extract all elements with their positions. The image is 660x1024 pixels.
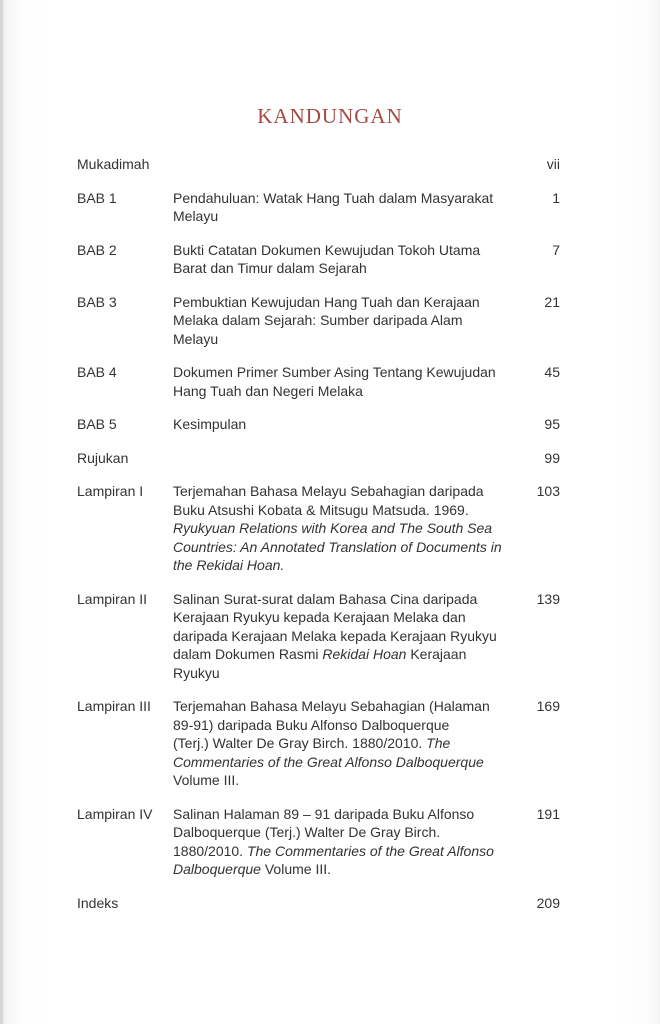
- description-text: Melayu: [173, 330, 219, 347]
- toc-entry: [77, 189, 560, 226]
- toc-entry-page-number: 209: [536, 894, 560, 911]
- description-line: [173, 207, 513, 226]
- description-line: [173, 590, 513, 609]
- description-italic-title: Dalboquerque: [173, 861, 261, 877]
- description-text: Ryukyu: [173, 664, 220, 681]
- description-line: [173, 627, 513, 646]
- toc-entry: [77, 293, 560, 349]
- toc-entry-label: Lampiran II: [77, 590, 148, 607]
- description-line: [173, 771, 513, 790]
- description-line: [173, 716, 513, 735]
- toc-entry-description: [173, 293, 513, 349]
- toc-entry-page-number: 95: [544, 416, 560, 432]
- toc-entry-label: Mukadimah: [77, 156, 150, 172]
- toc-entry: [77, 697, 560, 790]
- toc-entry-description: [173, 241, 513, 278]
- toc-entry: [77, 590, 560, 683]
- description-text: Barat dan Timur dalam Sejarah: [173, 260, 367, 276]
- toc-entry: [77, 415, 560, 434]
- description-line: [173, 501, 513, 520]
- description-italic-title: Ryukyuan Relations with Korea and The South Sea: [173, 520, 493, 536]
- description-italic-title: The: [426, 735, 451, 751]
- description-text: Buku Atsushi Kobata & Mitsugu Matsuda. 1969.: [173, 501, 469, 518]
- description-line: [173, 538, 513, 557]
- description-text: Melayu: [173, 208, 219, 224]
- description-italic-title: the Rekidai Hoan.: [173, 557, 285, 573]
- description-line: [173, 697, 513, 716]
- toc-entry-page-number: 99: [544, 449, 560, 466]
- description-text: Volume III.: [260, 861, 332, 877]
- description-line: [173, 482, 513, 501]
- toc-entry-label: BAB 3: [77, 293, 117, 310]
- toc-entry: [77, 241, 560, 278]
- toc-entry-label: Rujukan: [77, 449, 129, 466]
- description-text: Kerajaan Ryukyu kepada Kerajaan Melaka dan: [173, 609, 466, 625]
- description-line: [173, 608, 513, 627]
- toc-entry: [77, 449, 560, 468]
- description-text: dalam Dokumen Rasmi: [173, 646, 323, 662]
- description-line: [173, 382, 513, 401]
- page-spine-shadow: [0, 0, 3, 1024]
- description-text: Kesimpulan: [173, 416, 247, 432]
- description-line: [173, 842, 513, 861]
- description-line: [173, 645, 513, 664]
- description-text: (Terj.) Walter De Gray Birch. 1880/2010.: [173, 735, 427, 751]
- description-line: [173, 734, 513, 753]
- description-line: [173, 860, 513, 879]
- toc-entry-page-number: 191: [536, 805, 560, 822]
- description-line: [173, 311, 513, 330]
- toc-entry-label: BAB 1: [77, 189, 117, 206]
- description-line: [173, 293, 513, 312]
- toc-entry-label: Lampiran III: [77, 698, 151, 714]
- toc-entry-description: [173, 415, 513, 434]
- toc-entry-description: [173, 363, 513, 400]
- description-text: Kerajaan: [406, 646, 467, 662]
- page-title: KANDUNGAN: [257, 104, 403, 128]
- toc-entry-page-number: 103: [536, 483, 560, 499]
- description-text: Pendahuluan: Watak Hang Tuah dalam Masyarakat: [173, 189, 494, 206]
- toc-entry: [77, 894, 560, 913]
- description-line: [173, 556, 513, 575]
- description-text: Bukti Catatan Dokumen Kewujudan Tokoh Utama: [173, 241, 481, 258]
- description-text: Terjemahan Bahasa Melayu Sebahagian daripada: [173, 483, 484, 499]
- toc-entry-page-number: 7: [552, 241, 560, 258]
- toc-entry-description: [173, 590, 513, 683]
- description-italic-title: Countries: An Annotated Translation of Documents in: [173, 538, 502, 555]
- description-text: Pembuktian Kewujudan Hang Tuah dan Kerajaan: [173, 293, 480, 310]
- toc-entry-label: BAB 2: [77, 241, 117, 258]
- description-text: Volume III.: [173, 772, 240, 788]
- description-text: Hang Tuah dan Negeri Melaka: [173, 382, 363, 399]
- toc-entry-label: BAB 4: [77, 364, 117, 380]
- description-line: [173, 189, 513, 208]
- toc-entry-page-number: 139: [536, 590, 560, 607]
- toc-entry-page-number: 169: [536, 698, 560, 714]
- toc-entry-description: [173, 805, 513, 879]
- description-line: [173, 330, 513, 349]
- toc-entry: [77, 155, 560, 174]
- description-italic-title: Commentaries of the Great Alfonso Dalboquerque: [173, 753, 484, 770]
- toc-entry-page-number: 21: [544, 293, 560, 310]
- toc-entry: [77, 363, 560, 400]
- toc-entry-label: BAB 5: [77, 416, 117, 432]
- toc-entry-label: Lampiran I: [77, 483, 144, 499]
- toc-entry-page-number: 1: [552, 189, 560, 206]
- toc-entry-description: [173, 189, 513, 226]
- description-text: Salinan Halaman 89 – 91 daripada Buku Alfonso: [173, 805, 475, 822]
- toc-entry-label: Lampiran IV: [77, 805, 153, 822]
- description-line: [173, 415, 513, 434]
- toc-entry-page-number: 45: [544, 364, 560, 380]
- description-italic-title: Rekidai Hoan: [322, 646, 407, 662]
- description-text: Terjemahan Bahasa Melayu Sebahagian (Halaman: [173, 698, 490, 714]
- description-text: Dokumen Primer Sumber Asing Tentang Kewujudan: [173, 364, 496, 380]
- description-line: [173, 519, 513, 538]
- description-line: [173, 664, 513, 683]
- toc-entry-label: Indeks: [77, 894, 119, 911]
- description-line: [173, 805, 513, 824]
- toc-entry: [77, 805, 560, 879]
- description-text: 89-91) daripada Buku Alfonso Dalboquerque: [173, 716, 450, 733]
- description-text: 1880/2010.: [173, 842, 247, 859]
- description-line: [173, 823, 513, 842]
- toc-entry: [77, 482, 560, 575]
- description-text: Melaka dalam Sejarah: Sumber daripada Alam: [173, 312, 463, 328]
- description-text: Dalboquerque (Terj.) Walter De Gray Birch.: [173, 824, 441, 840]
- table-of-contents: [77, 155, 560, 927]
- description-line: [173, 363, 513, 382]
- description-line: [173, 753, 513, 772]
- toc-entry-description: [173, 482, 513, 575]
- toc-entry-page-number: vii: [546, 156, 560, 172]
- description-text: Salinan Surat-surat dalam Bahasa Cina daripada: [173, 590, 478, 607]
- description-text: daripada Kerajaan Melaka kepada Kerajaan Ryukyu: [173, 627, 497, 644]
- description-line: [173, 259, 513, 278]
- toc-entry-description: [173, 697, 513, 790]
- description-line: [173, 241, 513, 260]
- description-italic-title: The Commentaries of the Great Alfonso: [246, 842, 494, 859]
